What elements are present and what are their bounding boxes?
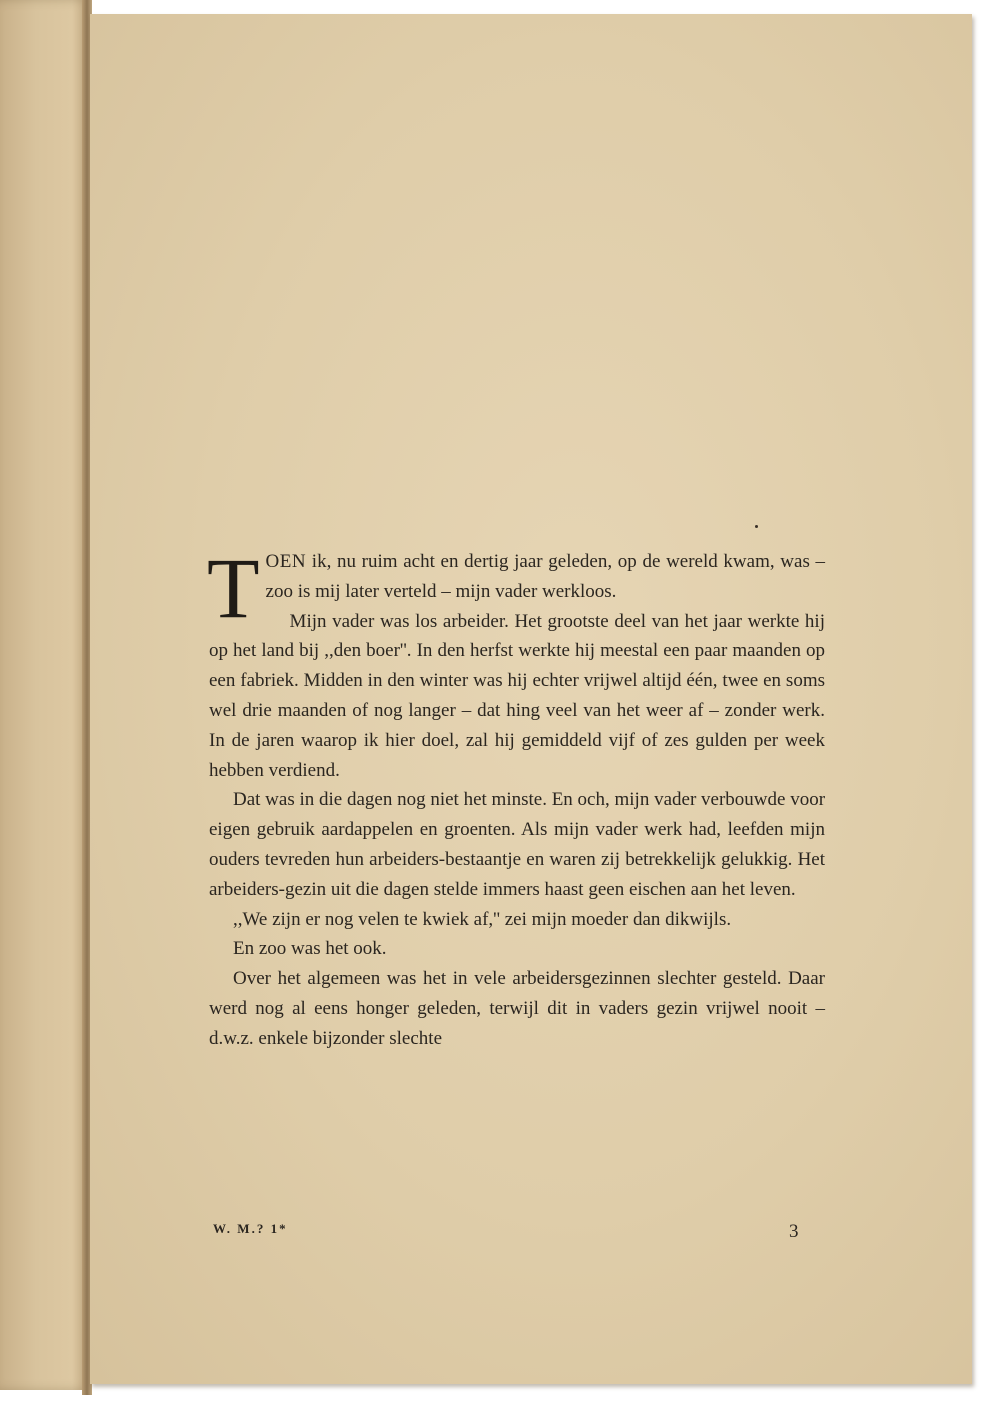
paragraph-3: Dat was in die dagen nog niet het minste. En och, mijn vader verbouwde voor eigen gebruik aardappelen en groenten. Als mijn vader werk had, leefden mijn ouders tevreden hun arbeiders-bestaantje en waren zij betrekkelijk gelukkig. Het arbeiders-gezin uit die dagen stelde immers haast geen eischen aan het leven. [209, 789, 826, 900]
drop-cap: T [207, 540, 260, 636]
paragraph-2: Mijn vader was los arbeider. Het grootste deel van het jaar werkte hij op het land bij ,,den boer''. In den herfst werkte hij meestal een paar maanden op een fabriek. Midden in den winter was hij echter vrijwel altijd één, twee en soms wel drie maanden of nog langer – dat hing veel van het weer af – zonder werk. In de jaren waarop ik hier doel, zal hij gemiddeld vijf of zes gulden per week hebben verdiend. [209, 610, 825, 781]
left-page-edge [0, 0, 90, 1390]
paragraph-1-text: ik, nu ruim acht en dertig jaar geleden, op de wereld kwam, was – zoo is mij later verteld – mijn vader werkloos. [265, 551, 826, 602]
paragraph-6: Over het algemeen was het in vele arbeidersgezinnen slechter gesteld. Daar werd nog al eens honger geleden, terwijl dit in vaders gezin vrijwel nooit – d.w.z. enkele bijzonder slechte [209, 968, 825, 1049]
page-number: 3 [789, 1221, 799, 1242]
paragraph-1 [207, 540, 826, 636]
signature-mark: W. M.? 1* [213, 1221, 288, 1236]
body-text [207, 540, 826, 1054]
paragraph-5: En zoo was het ook. [233, 938, 387, 960]
first-word-rest: OEN [265, 551, 307, 572]
paper-speck [755, 525, 758, 528]
paragraph-4: ,,We zijn er nog velen te kwiek af,'' zei mijn moeder dan dikwijls. [233, 908, 732, 930]
